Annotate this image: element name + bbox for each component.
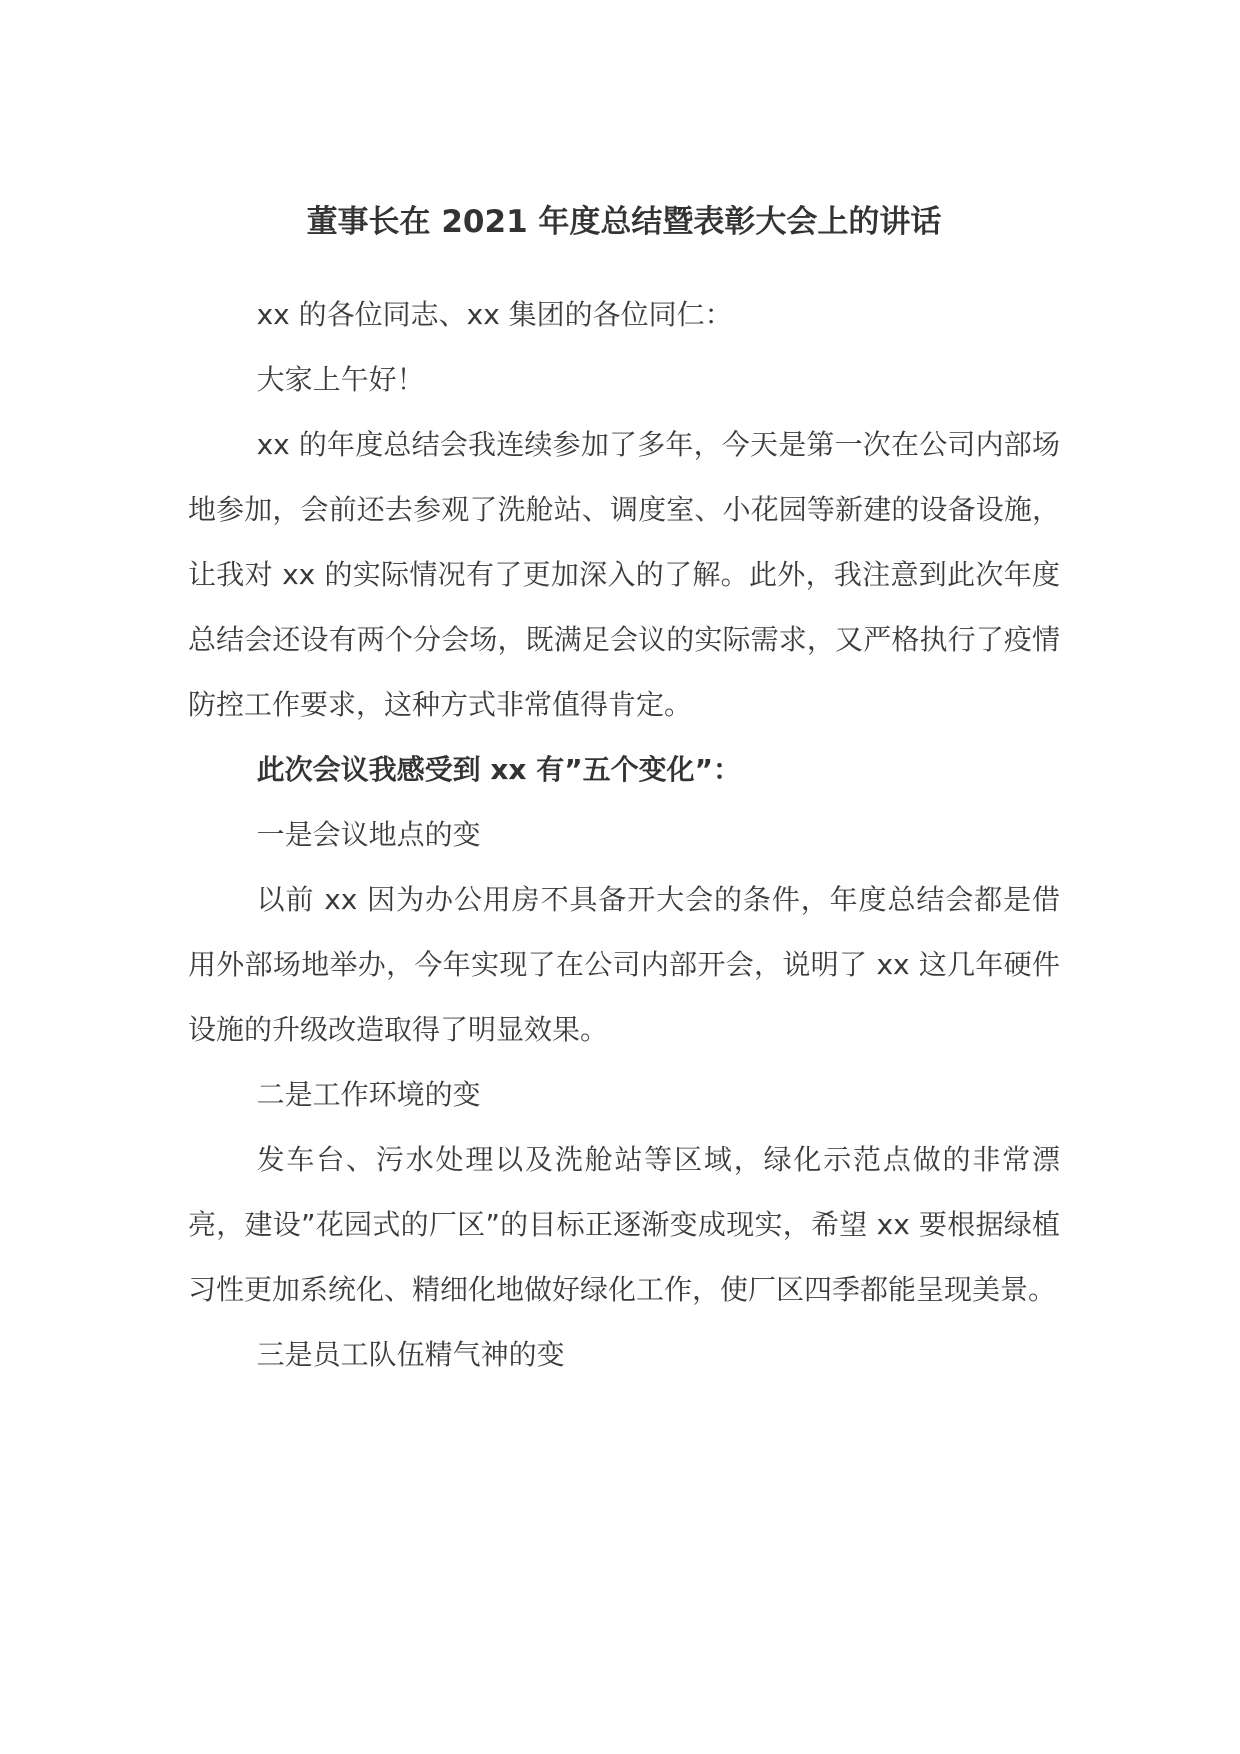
salutation-paragraph: xx 的各位同志、xx 集团的各位同仁：	[256, 298, 733, 331]
section-heading: 此次会议我感受到 xx 有”五个变化”：	[256, 753, 742, 786]
point-heading-3: 三是员工队伍精气神的变	[256, 1338, 565, 1371]
greeting-paragraph: 大家上午好！	[256, 363, 425, 396]
point-heading-2: 二是工作环境的变	[256, 1078, 481, 1111]
body-paragraph: 以前 xx 因为办公用房不具备开大会的条件，年度总结会都是借用外部场地举办，今年实现了在公司内部开会，说明了 xx 这几年硬件设施的升级改造取得了明显效果。	[188, 883, 1060, 1046]
document-body	[188, 192, 1060, 1387]
body-paragraph: xx 的年度总结会我连续参加了多年，今天是第一次在公司内部场地参加，会前还去参观了洗舱站、调度室、小花园等新建的设备设施，让我对 xx 的实际情况有了更加深入的了解。此外，我注意到此次年度总结会还设有两个分会场，既满足会议的实际需求，又严格执行了疫情防控工作要求，这种方式非常值得肯定。	[188, 428, 1060, 721]
body-paragraph: 发车台、污水处理以及洗舱站等区域，绿化示范点做的非常漂亮，建设”花园式的厂区”的目标正逐渐变成现实，希望 xx 要根据绿植习性更加系统化、精细化地做好绿化工作，使厂区四季都能呈现美景。	[188, 1143, 1060, 1306]
point-heading-1: 一是会议地点的变	[256, 818, 481, 851]
document-title: 董事长在 2021 年度总结暨表彰大会上的讲话	[306, 204, 942, 240]
